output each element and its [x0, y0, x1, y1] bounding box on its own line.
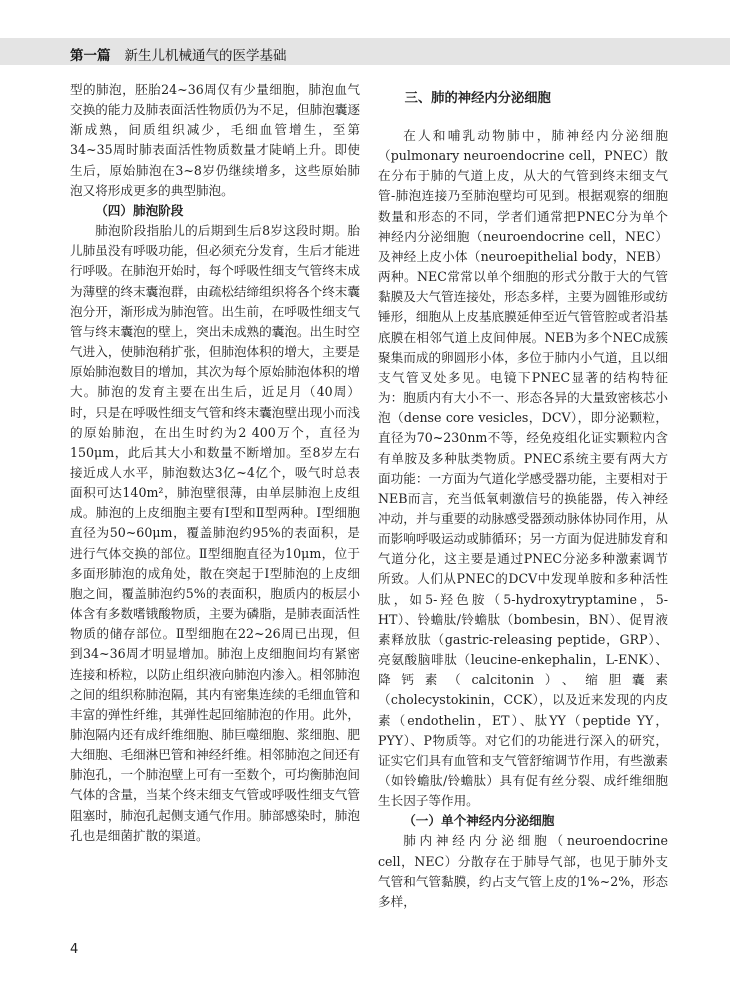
left-paragraph-1: 型的肺泡，胚胎24~36周仅有少量细胞，肺泡血气交换的能力及肺表面活性物质仍为不足，但肺泡囊逐渐成熟，间质组织减少，毛细血管增生，至第34~35周时肺表面活性物质数量才陡峭上升。即使生后，原始肺泡在3~8岁仍继续增多，这些原始肺泡又将形成更多的典型肺泡。 [70, 82, 360, 198]
part-label: 第一篇 [70, 48, 111, 64]
page-number: 4 [70, 942, 79, 957]
running-header [70, 44, 287, 64]
right-paragraph-1: 在人和哺乳动物肺中，肺神经内分泌细胞（pulmonary neuroendocrine cell，PNEC）散在分布于肺的气道上皮，从大的气管到终末细支气管-肺泡连接乃至肺泡壁均可见到。根据观察的细胞数量和形态的不同，学者们通常把PNEC分为单个神经内分泌细胞（neuroendocrine cell，NEC）及神经上皮小体（neuroepithelial body，NEB）两种。NEC常常以单个细胞的形式分散于大的气管黏膜及大气管连接处，形态多样，主要为圆锥形或纺锤形，细胞从上皮基底膜延伸至近气管管腔或者沿基底膜在相邻气道上皮间伸展。NEB为多个NEC成簇聚集而成的卵圆形小体，多位于肺内小气道，且以细支气管叉处多见。电镜下PNEC显著的结构特征为：胞质内有大小不一、形态各异的大量致密核芯小泡（dense core vesicles，DCV），即分泌颗粒，直径为70~230nm不等，经免疫组化证实颗粒内含有单胺及多种肽类物质。PNEC系统主要有两大方面功能：一方面为气道化学感受器功能，主要相对于NEB而言，充当低氧刺激信号的换能器，传入神经冲动，并与重要的动脉感受器颈动脉体协同作用，从而影响呼吸运动或肺循环；另一方面为促进肺发育和气道分化，这主要是通过PNEC分泌多种激素调节所致。人们从PNEC的DCV中发现单胺和多种活性肽，如5-羟色胺（5-hydroxytryptamine，5-HT）、铃蟾肽/铃蟾肽（bombesin，BN）、促胃液素释放肽（gastric-releasing peptide，GRP）、亮氨酸脑啡肽（leucine-enkephalin，L-ENK）、降钙素（calcitonin）、缩胆囊素（cholecystokinin，CCK），以及近来发现的内皮素（endothelin，ET）、肽YY（peptide YY，PYY）、P物质等。对它们的功能进行深入的研究，证实它们具有血管和支气管舒缩调节作用，有些激素（如铃蟾肽/铃蟾肽）具有促有丝分裂、成纤维细胞生长因子等作用。 [378, 128, 668, 809]
alveolar-stage-heading: （四）肺泡阶段 [95, 202, 184, 218]
part-title: 新生儿机械通气的医学基础 [124, 48, 287, 64]
section-title: 三、肺的神经内分泌细胞 [404, 91, 551, 106]
left-column [70, 80, 360, 846]
left-paragraph-2: 肺泡阶段指胎儿的后期到生后8岁这段时期。胎儿肺虽没有呼吸功能，但必须充分发育，生后才能进行呼吸。在肺泡开始时，每个呼吸性细支气管终末成为薄壁的终末囊泡群，由疏松结缔组织将各个终末囊泡分开，渐形成为肺泡管。出生前，在呼吸性细支气管与终末囊泡的壁上，突出未成熟的囊泡。出生时空气进入，使肺泡稍扩张，但肺泡体积的增大，主要是原始肺泡数目的增加，其次为每个原始肺泡体积的增大。肺泡的发育主要在出生后，近足月（40周）时，只是在呼吸性细支气管和终末囊泡壁出现小而浅的原始肺泡，在出生时约为2 400万个，直径为150μm，此后其大小和数量不断增加。至8岁左右接近成人水平，肺泡数达3亿~4亿个，吸气时总表面积可达140m²，肺泡壁很薄，由单层肺泡上皮组成。肺泡的上皮细胞主要有Ⅰ型和Ⅱ型两种。Ⅰ型细胞直径为50~60μm，覆盖肺泡约95%的表面积，是进行气体交换的部位。Ⅱ型细胞直径为10μm，位于多面形肺泡的成角处，散在突起于Ⅰ型肺泡的上皮细胞之间，覆盖肺泡约5%的表面积，胞质内的板层小体含有多数嗜锇酸物质，主要为磷脂，是肺表面活性物质的储存部位。Ⅱ型细胞在22~26周已出现，但到34~36周才明显增加。肺泡上皮细胞间均有紧密连接和桥粒，以防止组织液向肺泡内渗入。相邻肺泡之间的组织称肺泡隔，其内有密集连续的毛细血管和丰富的弹性纤维，其弹性起回缩肺泡的作用。此外，肺泡隔内还有成纤维细胞、肺巨噬细胞、浆细胞、肥大细胞、毛细淋巴管和神经纤维。相邻肺泡之间还有肺泡孔，一个肺泡壁上可有一至数个，可均衡肺泡间气体的含量，当某个终末细支气管或呼吸性细支气管阻塞时，肺泡孔起侧支通气作用。肺部感染时，肺泡孔也是细菌扩散的渠道。 [70, 223, 360, 843]
right-paragraph-2: 肺内神经内分泌细胞（neuroendocrine cell，NEC）分散存在于肺导气部，也见于肺外支气管和气管黏膜，约占支气管上皮的1%~2%，形态多样， [378, 833, 668, 909]
right-column [378, 80, 668, 912]
single-nec-heading: （一）单个神经内分泌细胞 [403, 813, 555, 829]
